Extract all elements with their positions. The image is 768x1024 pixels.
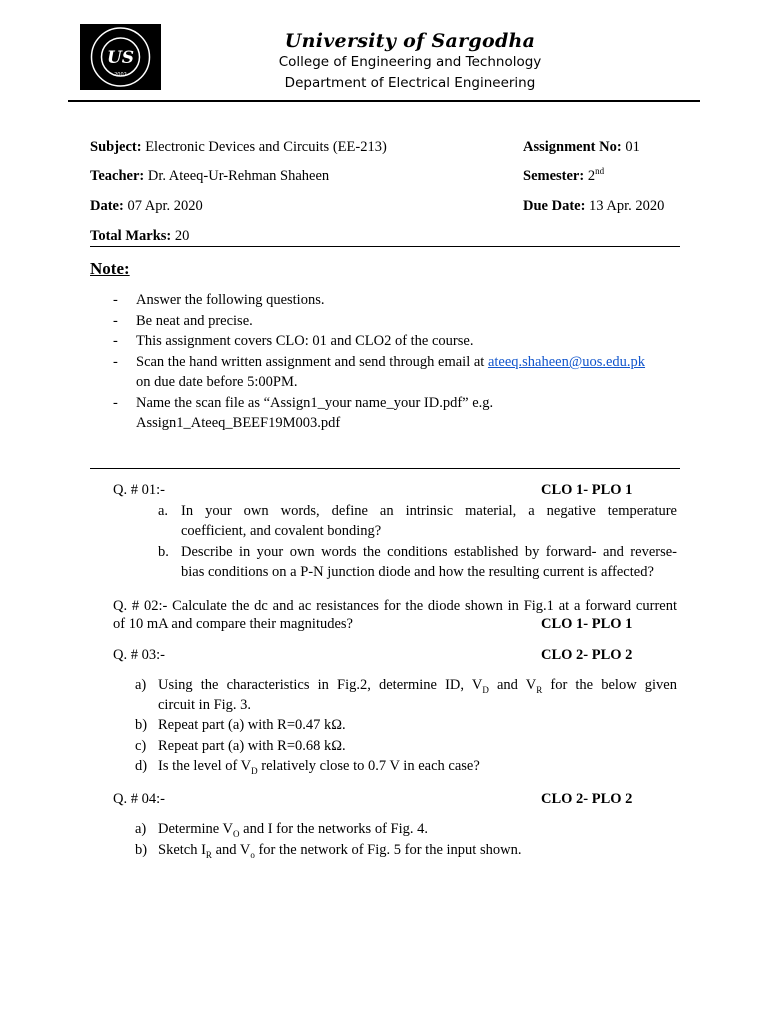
q3-clo: CLO 2- PLO 2 [541,647,633,663]
note-bullet: - [113,313,118,329]
q1-b-marker: b. [158,544,169,560]
note-item: Be neat and precise. [136,313,253,329]
q3-b-marker: b) [135,717,148,733]
note-bullet: - [113,354,118,370]
note-item: Name the scan file as “Assign1_your name_your ID.pdf” e.g. [136,395,494,411]
q3-c-text: Repeat part (a) with R=0.68 kΩ. [158,738,346,754]
q3-label: Q. # 03:- [113,647,165,663]
q4-clo: CLO 2- PLO 2 [541,791,633,807]
info-divider [90,246,680,247]
q1-label: Q. # 01:- [113,482,165,498]
date-field: Date: 07 Apr. 2020 [90,198,203,214]
q2-text: Q. # 02:- Calculate the dc and ac resistances for the diode shown in Fig.1 at a forward current [113,598,677,614]
teacher-field: Teacher: Dr. Ateeq-Ur-Rehman Shaheen [90,168,330,184]
q4-b-text: Sketch $I_R$ and $V_o$ for the network of Fig. 5 for the input shown. [158,842,522,860]
q3-a-text: Using the characteristics in Fig.2, determine ID, $V_D$ and $V_R$ for the below given [158,677,677,695]
note-bullet: - [113,333,118,349]
note-divider [90,468,680,469]
note-item: Answer the following questions. [136,292,325,308]
q4-a-text: Determine $V_O$ and I for the networks of Fig. 4. [158,821,428,839]
q2-clo: CLO 1- PLO 1 [541,616,633,632]
q3-d-marker: d) [135,758,148,774]
q4-label: Q. # 04:- [113,791,165,807]
header-divider [68,100,700,102]
note-item: Assign1_Ateeq_BEEF19M003.pdf [136,415,341,431]
email-link[interactable]: ateeq.shaheen@uos.edu.pk [487,354,646,370]
total-marks-field: Total Marks: 20 [90,228,190,244]
svg-text:US: US [106,48,135,68]
department-name: Department of Electrical Engineering [284,75,536,91]
note-item: Scan the hand written assignment and send through email at ateeq.shaheen@uos.edu.pk [136,354,646,370]
q1-clo: CLO 1- PLO 1 [541,482,633,498]
svg-text:2002: 2002 [114,72,127,78]
assignment-number-field: Assignment No: 01 [523,139,640,155]
note-item: on due date before 5:00PM. [136,374,298,390]
q2-text: of 10 mA and compare their magnitudes? [113,616,353,632]
q3-c-marker: c) [135,738,147,754]
q1-b-text: Describe in your own words the conditions established by forward- and reverse- [181,544,677,560]
q4-b-marker: b) [135,842,148,858]
q1-b-text: bias conditions on a P-N junction diode and how the resulting current is affected? [181,564,654,580]
university-logo [80,24,161,90]
q4-a-marker: a) [135,821,147,837]
q1-a-text: In your own words, define an intrinsic material, a negative temperature [181,503,677,519]
q3-b-text: Repeat part (a) with R=0.47 kΩ. [158,717,346,733]
note-bullet: - [113,292,118,308]
q1-a-text: coefficient, and covalent bonding? [181,523,382,539]
note-heading: Note: [90,259,130,278]
note-item: This assignment covers CLO: 01 and CLO2 of the course. [136,333,474,349]
university-name: University of Sargodha [284,30,536,52]
q3-d-text: Is the level of $V_D$ relatively close to 0.7 V in each case? [158,758,480,776]
semester-field: Semester: 2nd [523,166,605,184]
q1-a-marker: a. [158,503,169,519]
q3-a-marker: a) [135,677,147,693]
q3-a-text: circuit in Fig. 3. [158,697,252,713]
subject-field: Subject: Electronic Devices and Circuits (EE-213) [90,139,387,155]
due-date-field: Due Date: 13 Apr. 2020 [523,198,665,214]
note-bullet: - [113,395,118,411]
college-name: College of Engineering and Technology [278,54,542,70]
